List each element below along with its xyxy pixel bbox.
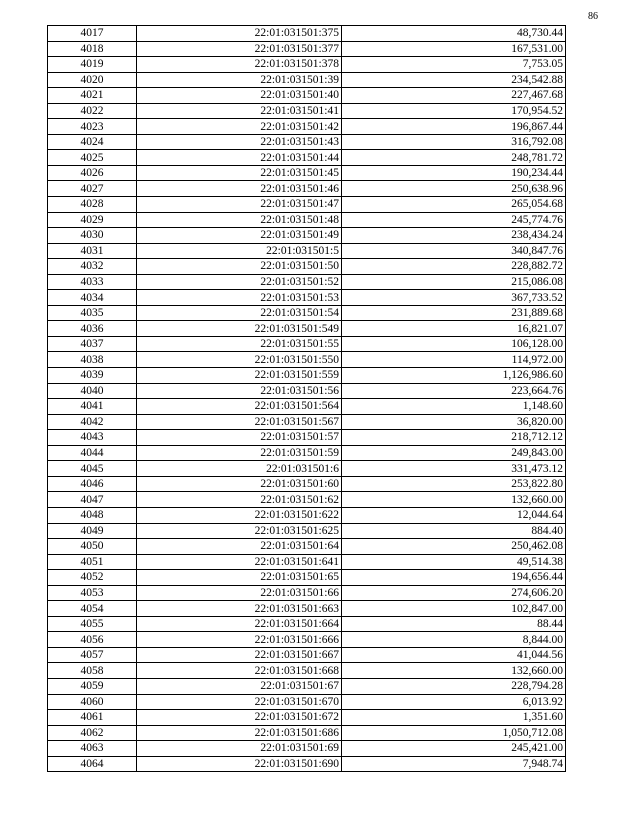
amount-cell: 223,664.76 xyxy=(342,383,566,399)
cadastral-number-cell: 22:01:031501:46 xyxy=(137,181,342,197)
row-number-cell: 4035 xyxy=(48,305,137,321)
table-row xyxy=(48,523,566,539)
cadastral-number-cell: 22:01:031501:377 xyxy=(137,41,342,57)
row-number-cell: 4028 xyxy=(48,197,137,213)
table-row xyxy=(48,710,566,726)
table-row xyxy=(48,103,566,119)
amount-cell: 248,781.72 xyxy=(342,150,566,166)
cadastral-number-cell: 22:01:031501:550 xyxy=(137,352,342,368)
cadastral-number-cell: 22:01:031501:44 xyxy=(137,150,342,166)
amount-cell: 1,148.60 xyxy=(342,399,566,415)
row-number-cell: 4036 xyxy=(48,321,137,337)
cadastral-number-cell: 22:01:031501:664 xyxy=(137,616,342,632)
table-row xyxy=(48,663,566,679)
amount-cell: 265,054.68 xyxy=(342,197,566,213)
data-table xyxy=(47,25,566,772)
amount-cell: 102,847.00 xyxy=(342,601,566,617)
table-row xyxy=(48,678,566,694)
amount-cell: 7,753.05 xyxy=(342,57,566,73)
cadastral-number-cell: 22:01:031501:41 xyxy=(137,103,342,119)
table-row xyxy=(48,88,566,104)
amount-cell: 227,467.68 xyxy=(342,88,566,104)
row-number-cell: 4050 xyxy=(48,539,137,555)
cadastral-number-cell: 22:01:031501:60 xyxy=(137,476,342,492)
amount-cell: 234,542.88 xyxy=(342,72,566,88)
cadastral-number-cell: 22:01:031501:378 xyxy=(137,57,342,73)
page-number: 86 xyxy=(588,11,598,22)
amount-cell: 250,638.96 xyxy=(342,181,566,197)
cadastral-number-cell: 22:01:031501:50 xyxy=(137,259,342,275)
row-number-cell: 4040 xyxy=(48,383,137,399)
amount-cell: 340,847.76 xyxy=(342,243,566,259)
cadastral-number-cell: 22:01:031501:6 xyxy=(137,461,342,477)
cadastral-number-cell: 22:01:031501:66 xyxy=(137,585,342,601)
table-body xyxy=(48,26,566,772)
row-number-cell: 4055 xyxy=(48,616,137,632)
row-number-cell: 4058 xyxy=(48,663,137,679)
row-number-cell: 4064 xyxy=(48,756,137,772)
cadastral-number-cell: 22:01:031501:40 xyxy=(137,88,342,104)
row-number-cell: 4046 xyxy=(48,476,137,492)
table-row xyxy=(48,181,566,197)
cadastral-number-cell: 22:01:031501:668 xyxy=(137,663,342,679)
cadastral-number-cell: 22:01:031501:67 xyxy=(137,678,342,694)
table-row xyxy=(48,290,566,306)
amount-cell: 41,044.56 xyxy=(342,647,566,663)
table-row xyxy=(48,476,566,492)
table-row xyxy=(48,336,566,352)
cadastral-number-cell: 22:01:031501:62 xyxy=(137,492,342,508)
amount-cell: 6,013.92 xyxy=(342,694,566,710)
table-row xyxy=(48,72,566,88)
row-number-cell: 4031 xyxy=(48,243,137,259)
row-number-cell: 4045 xyxy=(48,461,137,477)
row-number-cell: 4027 xyxy=(48,181,137,197)
cadastral-number-cell: 22:01:031501:5 xyxy=(137,243,342,259)
cadastral-number-cell: 22:01:031501:53 xyxy=(137,290,342,306)
table-row xyxy=(48,197,566,213)
table-row xyxy=(48,492,566,508)
amount-cell: 316,792.08 xyxy=(342,134,566,150)
cadastral-number-cell: 22:01:031501:672 xyxy=(137,710,342,726)
amount-cell: 167,531.00 xyxy=(342,41,566,57)
table-row xyxy=(48,585,566,601)
amount-cell: 274,606.20 xyxy=(342,585,566,601)
cadastral-number-cell: 22:01:031501:54 xyxy=(137,305,342,321)
row-number-cell: 4034 xyxy=(48,290,137,306)
cadastral-number-cell: 22:01:031501:641 xyxy=(137,554,342,570)
amount-cell: 49,514.38 xyxy=(342,554,566,570)
row-number-cell: 4022 xyxy=(48,103,137,119)
row-number-cell: 4024 xyxy=(48,134,137,150)
row-number-cell: 4030 xyxy=(48,228,137,244)
row-number-cell: 4026 xyxy=(48,165,137,181)
table-row xyxy=(48,445,566,461)
cadastral-number-cell: 22:01:031501:686 xyxy=(137,725,342,741)
row-number-cell: 4020 xyxy=(48,72,137,88)
row-number-cell: 4032 xyxy=(48,259,137,275)
cadastral-number-cell: 22:01:031501:48 xyxy=(137,212,342,228)
row-number-cell: 4019 xyxy=(48,57,137,73)
table-row xyxy=(48,212,566,228)
row-number-cell: 4061 xyxy=(48,710,137,726)
table-row xyxy=(48,134,566,150)
table-row xyxy=(48,352,566,368)
cadastral-number-cell: 22:01:031501:549 xyxy=(137,321,342,337)
cadastral-number-cell: 22:01:031501:43 xyxy=(137,134,342,150)
cadastral-number-cell: 22:01:031501:663 xyxy=(137,601,342,617)
amount-cell: 218,712.12 xyxy=(342,430,566,446)
table-row xyxy=(48,243,566,259)
amount-cell: 367,733.52 xyxy=(342,290,566,306)
cadastral-number-cell: 22:01:031501:69 xyxy=(137,741,342,757)
row-number-cell: 4029 xyxy=(48,212,137,228)
table-row xyxy=(48,554,566,570)
table-row xyxy=(48,694,566,710)
cadastral-number-cell: 22:01:031501:45 xyxy=(137,165,342,181)
table-row xyxy=(48,461,566,477)
cadastral-number-cell: 22:01:031501:666 xyxy=(137,632,342,648)
row-number-cell: 4025 xyxy=(48,150,137,166)
cadastral-number-cell: 22:01:031501:64 xyxy=(137,539,342,555)
cadastral-number-cell: 22:01:031501:559 xyxy=(137,368,342,384)
row-number-cell: 4052 xyxy=(48,570,137,586)
row-number-cell: 4017 xyxy=(48,26,137,42)
row-number-cell: 4037 xyxy=(48,336,137,352)
cadastral-number-cell: 22:01:031501:670 xyxy=(137,694,342,710)
cadastral-number-cell: 22:01:031501:39 xyxy=(137,72,342,88)
cadastral-number-cell: 22:01:031501:65 xyxy=(137,570,342,586)
table-row xyxy=(48,399,566,415)
row-number-cell: 4047 xyxy=(48,492,137,508)
cadastral-number-cell: 22:01:031501:59 xyxy=(137,445,342,461)
table-row xyxy=(48,368,566,384)
table-row xyxy=(48,119,566,135)
table-row xyxy=(48,414,566,430)
row-number-cell: 4041 xyxy=(48,399,137,415)
amount-cell: 132,660.00 xyxy=(342,663,566,679)
table-row xyxy=(48,539,566,555)
table-row xyxy=(48,150,566,166)
cadastral-number-cell: 22:01:031501:52 xyxy=(137,274,342,290)
amount-cell: 170,954.52 xyxy=(342,103,566,119)
amount-cell: 253,822.80 xyxy=(342,476,566,492)
table-row xyxy=(48,570,566,586)
table-row xyxy=(48,632,566,648)
row-number-cell: 4060 xyxy=(48,694,137,710)
row-number-cell: 4063 xyxy=(48,741,137,757)
row-number-cell: 4021 xyxy=(48,88,137,104)
amount-cell: 231,889.68 xyxy=(342,305,566,321)
amount-cell: 7,948.74 xyxy=(342,756,566,772)
cadastral-number-cell: 22:01:031501:690 xyxy=(137,756,342,772)
row-number-cell: 4053 xyxy=(48,585,137,601)
row-number-cell: 4044 xyxy=(48,445,137,461)
amount-cell: 48,730.44 xyxy=(342,26,566,42)
table-row xyxy=(48,259,566,275)
table-row xyxy=(48,165,566,181)
amount-cell: 196,867.44 xyxy=(342,119,566,135)
amount-cell: 228,794.28 xyxy=(342,678,566,694)
cadastral-number-cell: 22:01:031501:55 xyxy=(137,336,342,352)
amount-cell: 250,462.08 xyxy=(342,539,566,555)
row-number-cell: 4039 xyxy=(48,368,137,384)
table-row xyxy=(48,725,566,741)
amount-cell: 132,660.00 xyxy=(342,492,566,508)
row-number-cell: 4048 xyxy=(48,507,137,523)
table-row xyxy=(48,647,566,663)
table-row xyxy=(48,741,566,757)
cadastral-number-cell: 22:01:031501:57 xyxy=(137,430,342,446)
amount-cell: 1,126,986.60 xyxy=(342,368,566,384)
amount-cell: 114,972.00 xyxy=(342,352,566,368)
table-row xyxy=(48,616,566,632)
amount-cell: 88.44 xyxy=(342,616,566,632)
cadastral-number-cell: 22:01:031501:49 xyxy=(137,228,342,244)
amount-cell: 215,086.08 xyxy=(342,274,566,290)
amount-cell: 194,656.44 xyxy=(342,570,566,586)
amount-cell: 1,351.60 xyxy=(342,710,566,726)
amount-cell: 245,774.76 xyxy=(342,212,566,228)
amount-cell: 238,434.24 xyxy=(342,228,566,244)
cadastral-number-cell: 22:01:031501:567 xyxy=(137,414,342,430)
cadastral-number-cell: 22:01:031501:375 xyxy=(137,26,342,42)
row-number-cell: 4049 xyxy=(48,523,137,539)
row-number-cell: 4023 xyxy=(48,119,137,135)
row-number-cell: 4043 xyxy=(48,430,137,446)
amount-cell: 12,044.64 xyxy=(342,507,566,523)
amount-cell: 8,844.00 xyxy=(342,632,566,648)
amount-cell: 36,820.00 xyxy=(342,414,566,430)
cadastral-number-cell: 22:01:031501:622 xyxy=(137,507,342,523)
row-number-cell: 4051 xyxy=(48,554,137,570)
table-row xyxy=(48,26,566,42)
cadastral-number-cell: 22:01:031501:47 xyxy=(137,197,342,213)
amount-cell: 16,821.07 xyxy=(342,321,566,337)
table-row xyxy=(48,321,566,337)
row-number-cell: 4018 xyxy=(48,41,137,57)
cadastral-number-cell: 22:01:031501:42 xyxy=(137,119,342,135)
cadastral-number-cell: 22:01:031501:564 xyxy=(137,399,342,415)
row-number-cell: 4062 xyxy=(48,725,137,741)
row-number-cell: 4054 xyxy=(48,601,137,617)
row-number-cell: 4059 xyxy=(48,678,137,694)
amount-cell: 245,421.00 xyxy=(342,741,566,757)
amount-cell: 1,050,712.08 xyxy=(342,725,566,741)
table-row xyxy=(48,41,566,57)
amount-cell: 249,843.00 xyxy=(342,445,566,461)
table-row xyxy=(48,305,566,321)
table-row xyxy=(48,57,566,73)
table-row xyxy=(48,274,566,290)
amount-cell: 331,473.12 xyxy=(342,461,566,477)
cadastral-number-cell: 22:01:031501:56 xyxy=(137,383,342,399)
cadastral-number-cell: 22:01:031501:667 xyxy=(137,647,342,663)
row-number-cell: 4056 xyxy=(48,632,137,648)
table-row xyxy=(48,430,566,446)
amount-cell: 884.40 xyxy=(342,523,566,539)
row-number-cell: 4033 xyxy=(48,274,137,290)
table-row xyxy=(48,756,566,772)
row-number-cell: 4042 xyxy=(48,414,137,430)
row-number-cell: 4057 xyxy=(48,647,137,663)
amount-cell: 228,882.72 xyxy=(342,259,566,275)
table-row xyxy=(48,601,566,617)
table-row xyxy=(48,228,566,244)
amount-cell: 190,234.44 xyxy=(342,165,566,181)
table-row xyxy=(48,507,566,523)
row-number-cell: 4038 xyxy=(48,352,137,368)
amount-cell: 106,128.00 xyxy=(342,336,566,352)
cadastral-number-cell: 22:01:031501:625 xyxy=(137,523,342,539)
table-row xyxy=(48,383,566,399)
